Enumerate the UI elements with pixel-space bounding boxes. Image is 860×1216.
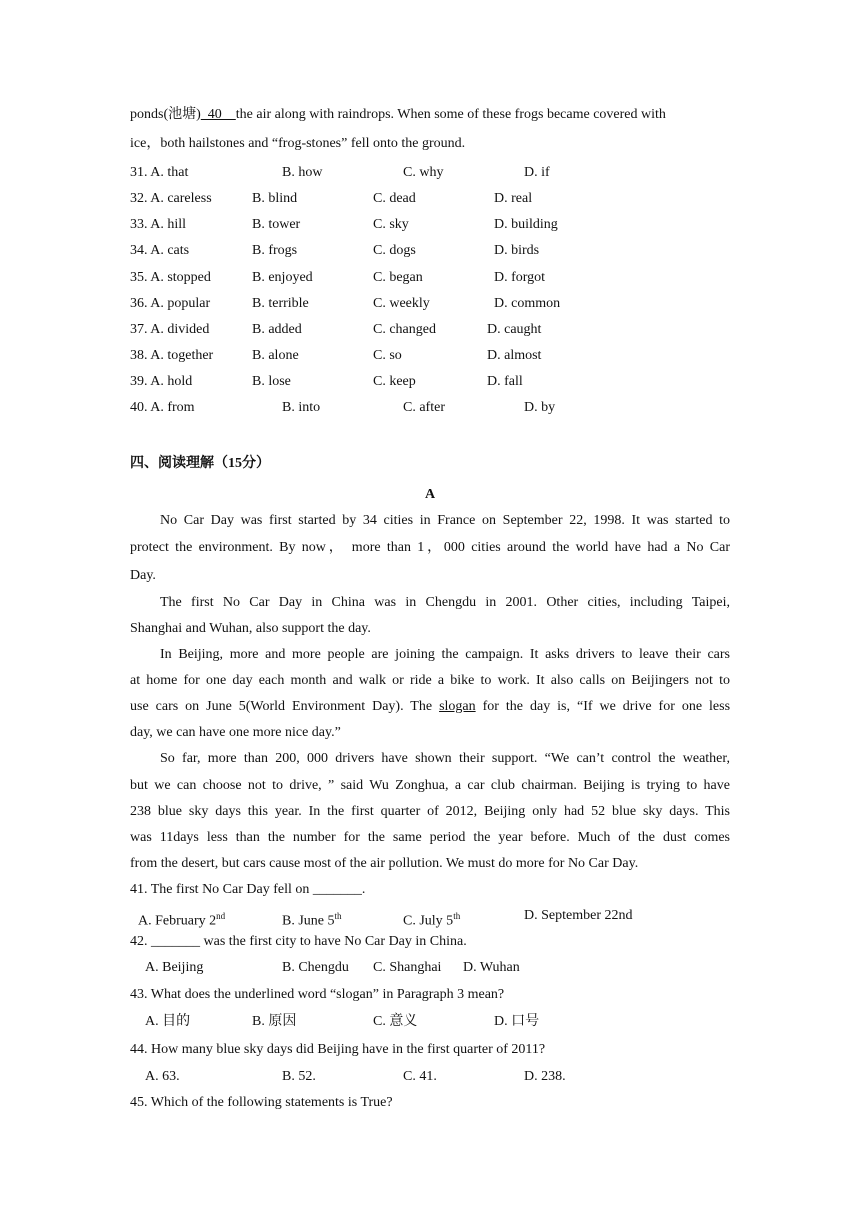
cloze-question-option-a: 32. A. careless [130,191,212,206]
paragraph-3-line-2: at home for one day each month and walk or ride a bike to work. It also calls on Beijingers not to [130,673,730,688]
q43-option-c: C. 意义 [373,1014,418,1029]
passage-end-line-1 [130,106,666,124]
question-44: 44. How many blue sky days did Beijing have in the first quarter of 2011? [130,1042,546,1057]
paragraph-4-line-2: but we can choose not to drive, ” said Wu Zonghua, a car club chairman. Beijing is trying to have [130,778,730,793]
cloze-question-option-a: 35. A. stopped [130,270,211,285]
paragraph-4-line-4: was 11days less than the number for the same period the year before. Much of the dust comes [130,830,730,845]
section-title: 四、阅读理解（ [130,455,228,471]
cloze-option-b: B. tower [252,217,301,232]
question-43: 43. What does the underlined word “slogan” in Paragraph 3 mean? [130,987,505,1002]
q44-option-c: C. 41. [403,1069,437,1084]
passage-end-line-2: ice，both hailstones and “frog-stones” fell onto the ground. [130,136,466,151]
cloze-option-c: C. keep [373,374,416,389]
cloze-question-option-a: 37. A. divided [130,322,210,337]
question-42: 42. _______ was the first city to have No Car Day in China. [130,934,467,949]
cloze-option-c: C. began [373,270,423,285]
underlined-word-slogan: slogan [439,699,476,714]
q42-option-d: D. Wuhan [463,960,520,975]
passage-label: A [424,487,436,502]
q41-option-b: B. June 5th [282,911,342,929]
cloze-question-option-a: 38. A. together [130,348,214,363]
cloze-question-option-a: 34. A. cats [130,243,190,258]
cloze-option-c: C. why [403,165,444,180]
cloze-question-option-a: 39. A. hold [130,374,193,389]
cloze-option-b: B. terrible [252,296,309,311]
paragraph-1-line-2: protect the environment. By now， more than 1，000 cities around the world have had a No Car [130,540,730,555]
section-heading [130,454,270,473]
q41-option-c: C. July 5th [403,911,461,929]
cloze-option-b: B. frogs [252,243,298,258]
cloze-option-d: D. caught [487,322,542,337]
cloze-question-option-a: 33. A. hill [130,217,187,232]
q44-option-d: D. 238. [524,1069,566,1084]
cloze-question-option-a: 40. A. from [130,400,195,415]
cloze-option-c: C. so [373,348,402,363]
paragraph-2-line-1: The first No Car Day in China was in Chengdu in 2001. Other cities, including Taipei, [160,595,730,610]
q41-option-d: D. September 22nd [524,908,633,923]
cloze-option-d: D. almost [487,348,542,363]
q43-option-d: D. 口号 [494,1014,540,1029]
cloze-option-b: B. lose [252,374,291,389]
section-score: 15 [228,456,242,471]
cloze-option-b: B. blind [252,191,298,206]
paragraph-3-line-1: In Beijing, more and more people are joining the campaign. It asks drivers to leave their cars [160,647,730,662]
cloze-option-b: B. added [252,322,302,337]
cloze-option-d: D. forgot [494,270,546,285]
cloze-option-d: D. if [524,165,550,180]
paragraph-1-line-1: No Car Day was first started by 34 cities in France on September 22, 1998. It was started to [160,513,730,528]
cloze-option-c: C. dead [373,191,416,206]
cloze-question-option-a: 31. A. that [130,165,189,180]
cloze-option-d: D. building [494,217,558,232]
cloze-option-b: B. how [282,165,323,180]
paragraph-4-line-1: So far, more than 200, 000 drivers have shown their support. “We can’t control the weather, [160,751,730,766]
q42-option-b: B. Chengdu [282,960,349,975]
question-45: 45. Which of the following statements is True? [130,1095,393,1110]
q42-option-a: A. Beijing [145,960,204,975]
cloze-option-d: D. common [494,296,561,311]
cloze-option-d: D. real [494,191,533,206]
paragraph-2-line-2: Shanghai and Wuhan, also support the day. [130,621,371,636]
paragraph-4-line-3: 238 blue sky days this year. In the first quarter of 2012, Beijing only had 52 blue sky days. This [130,804,730,819]
cloze-option-c: C. changed [373,322,436,337]
paragraph-4-line-5: from the desert, but cars cause most of the air pollution. We must do more for No Car Day. [130,856,639,871]
cloze-option-c: C. sky [373,217,409,232]
passage-text: ponds(池塘) [130,107,201,122]
cloze-option-d: D. birds [494,243,540,258]
paragraph-3-line-3 [130,698,730,716]
section-title-end: 分） [242,455,270,471]
q42-option-c: C. Shanghai [373,960,442,975]
passage-text: the air along with raindrops. When some of these frogs became covered with [235,107,666,122]
q44-option-b: B. 52. [282,1069,316,1084]
cloze-option-c: C. after [403,400,445,415]
paragraph-3-line-4: day, we can have one more nice day.” [130,725,341,740]
cloze-option-b: B. alone [252,348,299,363]
cloze-option-d: D. fall [487,374,523,389]
cloze-option-b: B. enjoyed [252,270,313,285]
cloze-option-c: C. weekly [373,296,430,311]
cloze-question-option-a: 36. A. popular [130,296,211,311]
question-41: 41. The first No Car Day fell on _______. [130,882,366,897]
cloze-option-b: B. into [282,400,321,415]
q43-option-a: A. 目的 [145,1014,191,1029]
q43-option-b: B. 原因 [252,1014,297,1029]
paragraph-3-text: use cars on June 5(World Environment Day). The [130,699,433,714]
q41-option-a: A. February 2nd [138,911,226,929]
paragraph-3-text: for the day is, “If we drive for one less [482,699,731,714]
q44-option-a: A. 63. [145,1069,180,1084]
paragraph-1-line-3: Day. [130,568,156,583]
cloze-option-c: C. dogs [373,243,416,258]
cloze-option-d: D. by [524,400,556,415]
blank-40: 40 [200,107,236,122]
